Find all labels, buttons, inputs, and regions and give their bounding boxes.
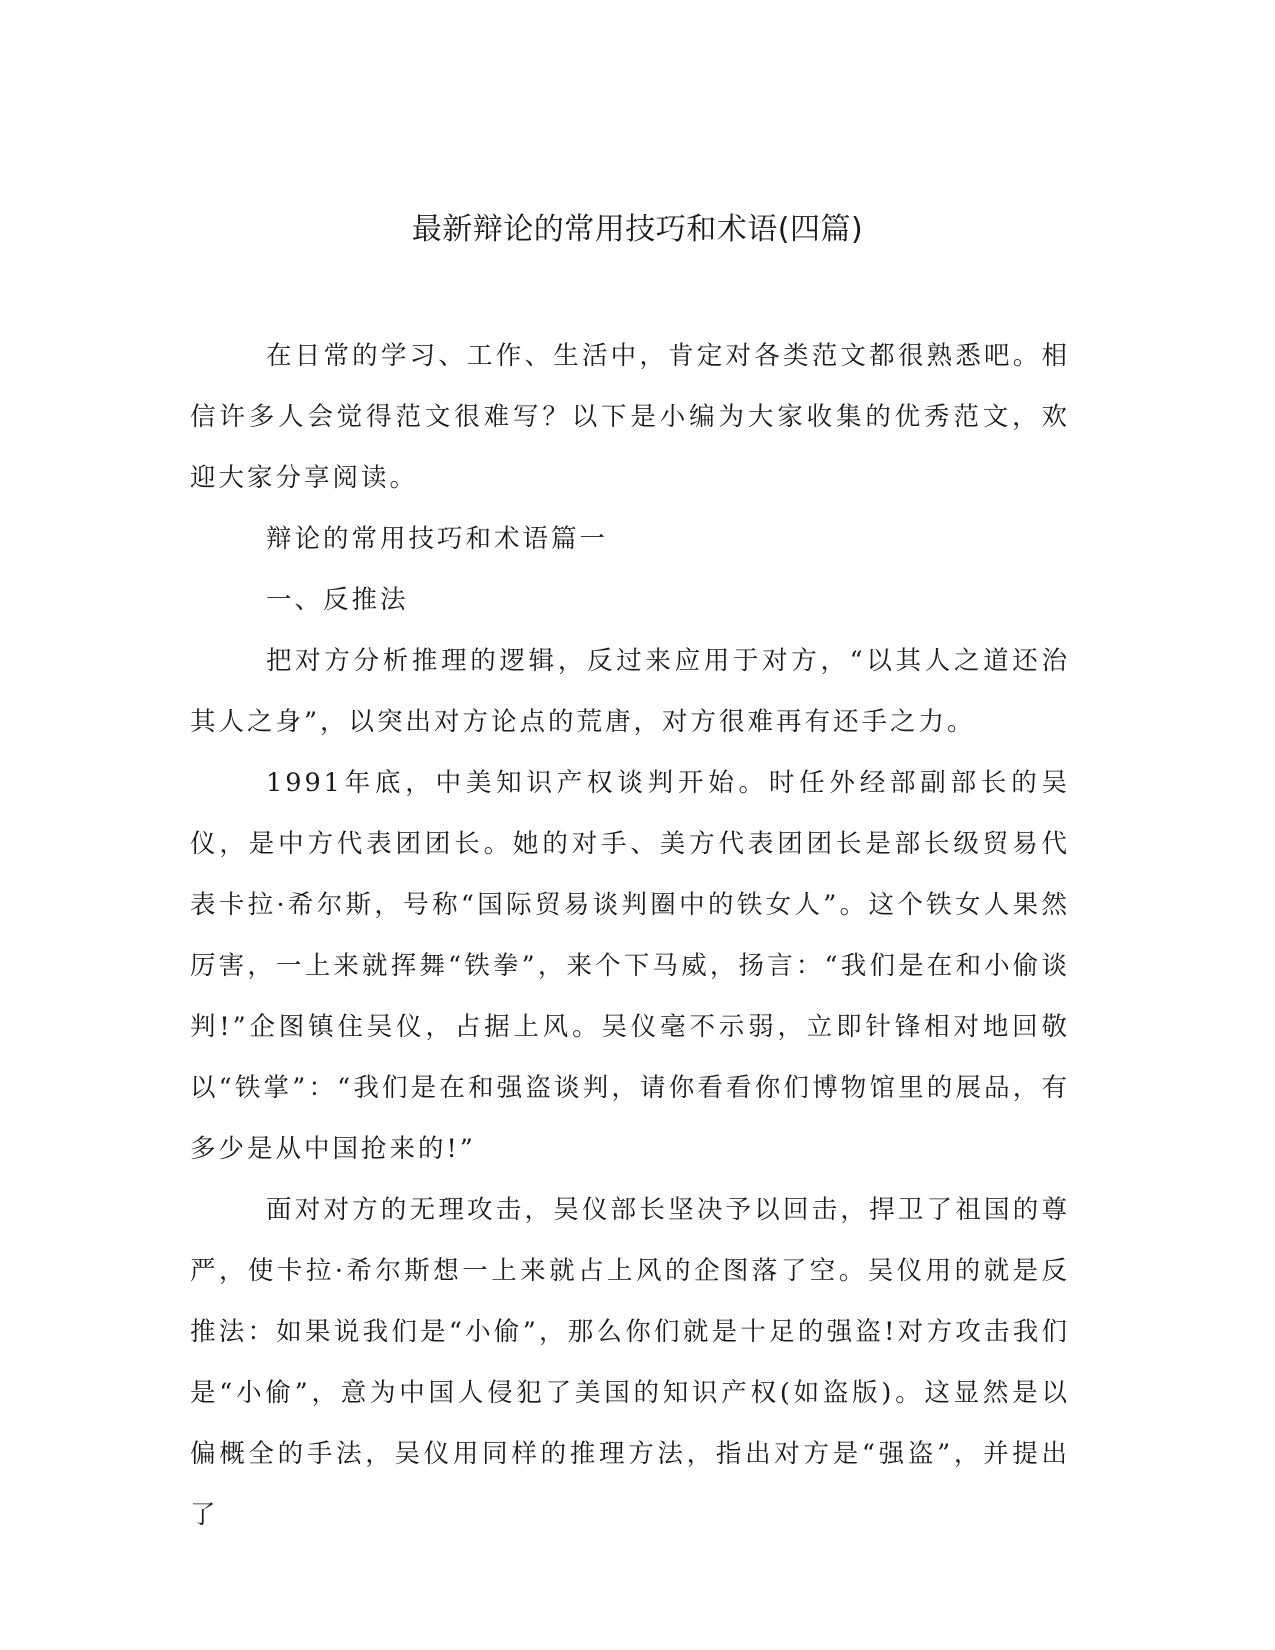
body-paragraph: 把对方分析推理的逻辑，反过来应用于对方，“以其人之道还治其人之身”，以突出对方论点的荒唐，对方很难再有还手之力。 [190,646,1070,737]
body-paragraph: 面对对方的无理攻击，吴仪部长坚决予以回击，捍卫了祖国的尊严，使卡拉·希尔斯想一上来就占上风的企图落了空。吴仪用的就是反推法：如果说我们是“小偷”，那么你们就是十足的强盗!对方攻击我们是“小偷”，意为中国人侵犯了美国的知识产权(如盗版)。这显然是以偏概全的手法，吴仪用同样的推理方法，指出对方是“强盗”，并提出了 [190,1195,1070,1530]
document-body [190,326,1070,1546]
intro-paragraph: 在日常的学习、工作、生活中，肯定对各类范文都很熟悉吧。相信许多人会觉得范文很难写？以下是小编为大家收集的优秀范文，欢迎大家分享阅读。 [190,341,1070,493]
document-title: 最新辩论的常用技巧和术语(四篇) [411,212,864,247]
subsection-heading: 一、反推法 [266,585,409,615]
section-heading: 辩论的常用技巧和术语篇一 [266,524,609,554]
body-paragraph: 1991年底，中美知识产权谈判开始。时任外经部副部长的吴仪，是中方代表团团长。她的对手、美方代表团团长是部长级贸易代表卡拉·希尔斯，号称“国际贸易谈判圈中的铁女人”。这个铁女人果然厉害，一上来就挥舞“铁拳”，来个下马威，扬言：“我们是在和小偷谈判!”企图镇住吴仪，占据上风。吴仪毫不示弱，立即针锋相对地回敬以“铁掌”：“我们是在和强盗谈判，请你看看你们博物馆里的展品，有多少是从中国抢来的!” [190,768,1070,1164]
